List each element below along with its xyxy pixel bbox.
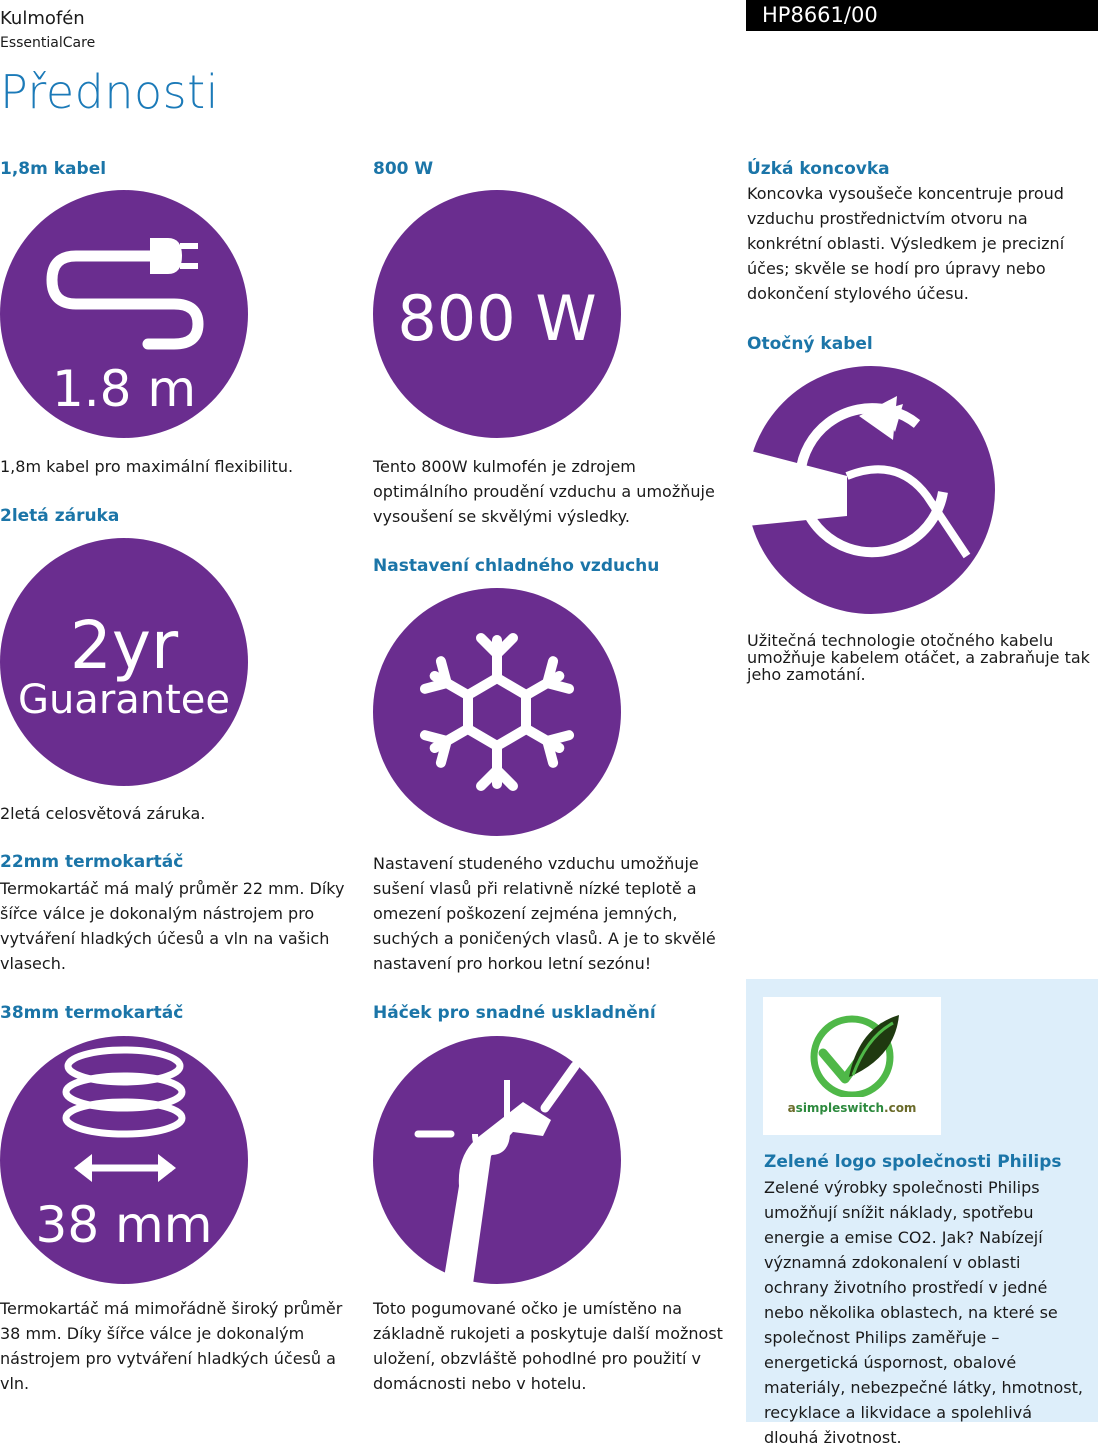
cable-length-label: 1.8 m bbox=[51, 360, 197, 418]
cable-plug-icon bbox=[0, 190, 248, 438]
page-title: Přednosti bbox=[0, 65, 219, 119]
product-name: Kulmofén bbox=[0, 8, 85, 29]
feature-text-nozzle: Koncovka vysoušeče koncentruje proud vzduchu prostřednictvím otvoru na konkrétní oblasti. Výsledkem je precizní účes; skvěle se hodí pro úpravy nebo dokončení stylového účesu. bbox=[747, 184, 1065, 303]
feature-text-cool: Nastavení studeného vzduchu umožňuje sušení vlasů při relativně nízké teplotě a omezení poškození zejména jemných, suchých a poničených vlasů. A je to skvělé nastavení pro horkou letní sezónu! bbox=[373, 854, 716, 973]
feature-text-green: Zelené výrobky společnosti Philips umožňují snížit náklady, spotřebu energie a emise CO2. Jak? Nabízejí významná zdokonalení v oblasti ochrany životního prostředí v jedné nebo několika oblastech, na které se společnost Philips zaměřuje – energetická úspornost, obalové materiály, nebezpečné látky, hmotnost, recyklace a likvidace a spolehlivá dlouhá životnost. bbox=[764, 1178, 1083, 1447]
curl-width-icon bbox=[0, 1036, 248, 1284]
hanging-hook-icon bbox=[373, 1036, 621, 1284]
asimpleswitch-logo bbox=[763, 997, 941, 1135]
feature-text-power: Tento 800W kulmofén je zdrojem optimálního proudění vzduchu a umožňuje vysoušení se skvělými výsledky. bbox=[373, 457, 715, 526]
guarantee-icon bbox=[0, 538, 248, 786]
power-icon bbox=[373, 190, 621, 438]
feature-heading-cool: Nastavení chladného vzduchu bbox=[373, 556, 660, 576]
feature-heading-barrel22: 22mm termokartáč bbox=[0, 852, 184, 872]
feature-heading-green: Zelené logo společnosti Philips bbox=[764, 1152, 1062, 1172]
feature-heading-hook: Háček pro snadné uskladnění bbox=[373, 1003, 656, 1023]
feature-heading-barrel38: 38mm termokartáč bbox=[0, 1003, 184, 1023]
feature-heading-swivel: Otočný kabel bbox=[747, 334, 873, 354]
feature-text-barrel38: Termokartáč má mimořádně široký průměr 38 mm. Díky šířce válce je dokonalým nástrojem pro vytváření hladkých účesů a vln. bbox=[0, 1299, 343, 1393]
model-number: HP8661/00 bbox=[746, 0, 1098, 31]
snowflake-icon bbox=[373, 588, 621, 836]
feature-text-cable: 1,8m kabel pro maximální flexibilitu. bbox=[0, 457, 294, 476]
feature-heading-warranty: 2letá záruka bbox=[0, 506, 120, 526]
feature-heading-cable: 1,8m kabel bbox=[0, 159, 107, 179]
guarantee-word: Guarantee bbox=[17, 677, 231, 723]
feature-heading-nozzle: Úzká koncovka bbox=[747, 159, 890, 179]
feature-text-swivel: Užitečná technologie otočného kabelu umožňuje kabelem otáčet, a zabraňuje tak jeho zamotání. bbox=[747, 631, 1090, 684]
guarantee-years: 2yr bbox=[69, 607, 179, 684]
feature-text-barrel22: Termokartáč má malý průměr 22 mm. Díky šířce válce je dokonalým nástrojem pro vytváření hladkých účesů a vln na vašich vlasech. bbox=[0, 879, 345, 973]
curl-width-label: 38 mm bbox=[35, 1196, 213, 1254]
power-label: 800 W bbox=[397, 282, 597, 355]
product-line: EssentialCare bbox=[0, 35, 96, 51]
leaf-check-icon bbox=[763, 997, 941, 1097]
logo-caption: asimpleswitch.com bbox=[787, 1101, 917, 1115]
feature-text-warranty: 2letá celosvětová záruka. bbox=[0, 804, 206, 823]
feature-text-hook: Toto pogumované očko je umístěno na základně rukojeti a poskytuje další možnost uložení, obzvláště pohodlné pro použití v domácnosti nebo v hotelu. bbox=[373, 1299, 723, 1393]
feature-heading-power: 800 W bbox=[373, 159, 434, 179]
swivel-cord-icon bbox=[747, 366, 995, 614]
